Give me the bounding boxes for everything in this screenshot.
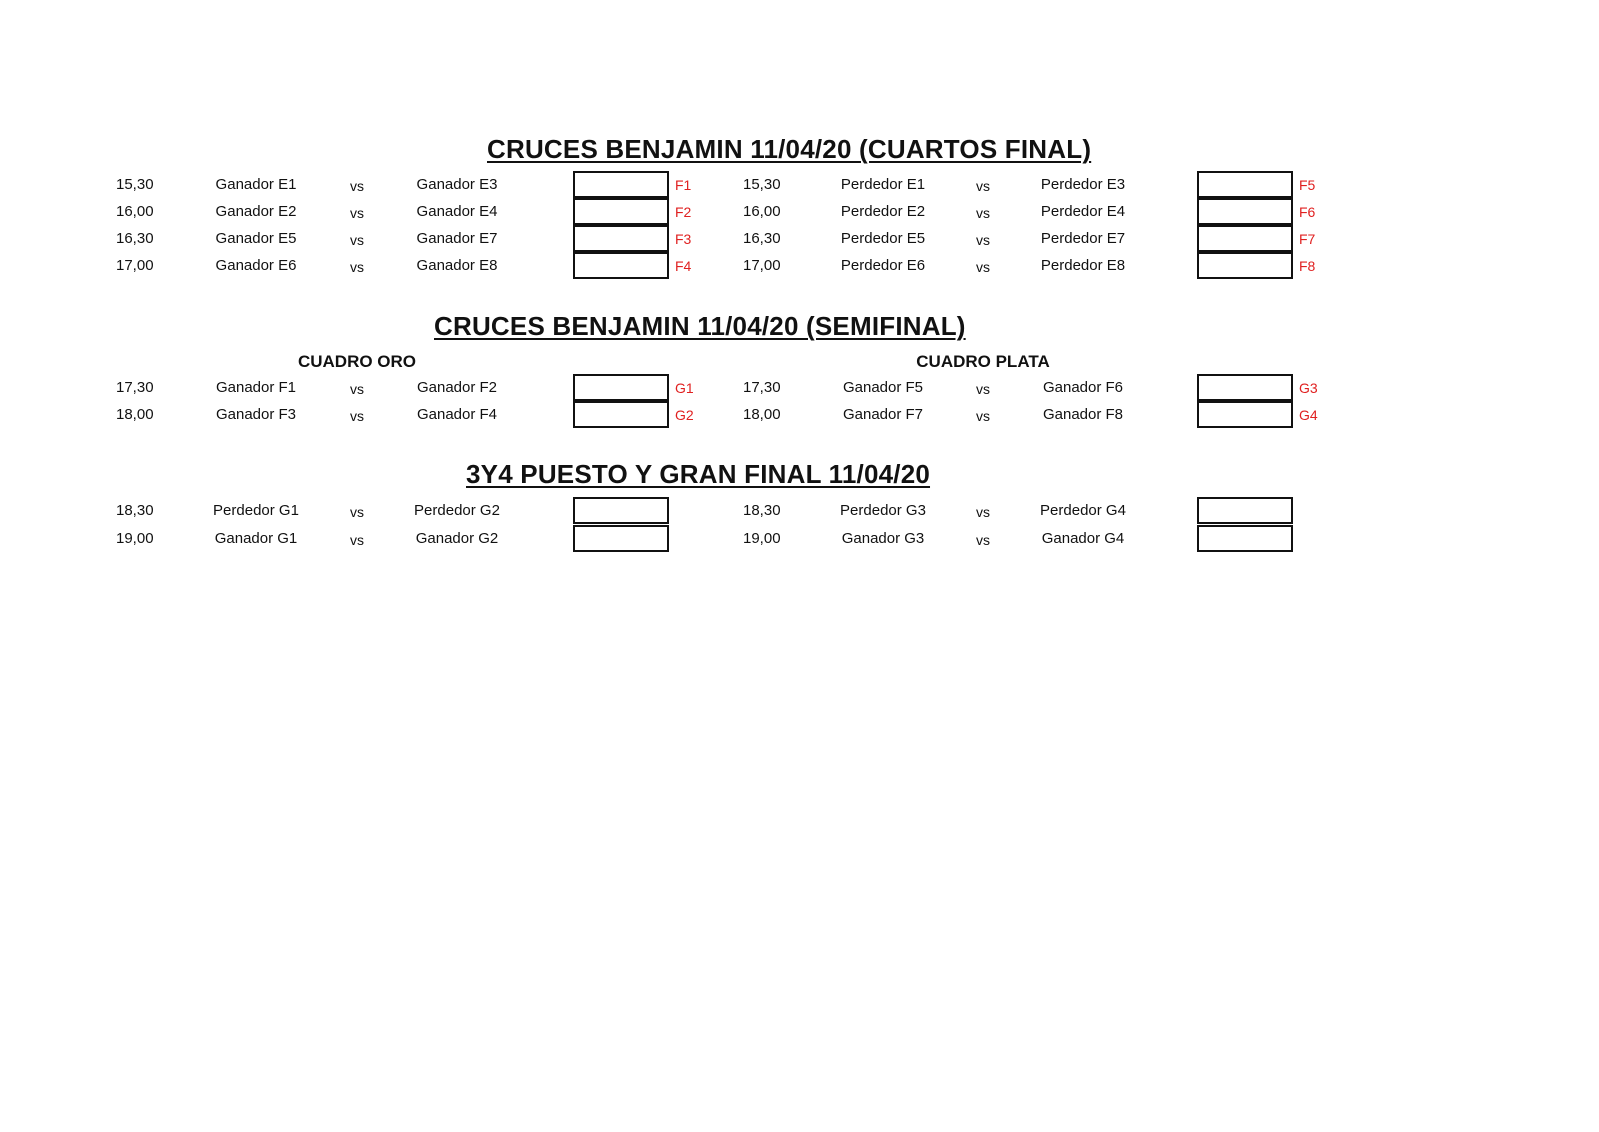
match-code: F8	[1299, 258, 1316, 274]
match-time: 18,30	[743, 502, 781, 519]
match-code: F4	[675, 258, 692, 274]
score-box[interactable]	[1197, 497, 1293, 524]
match-code: F3	[675, 231, 692, 247]
match-time: 18,30	[116, 502, 154, 519]
match-row	[0, 525, 1599, 552]
team-away: Ganador E4	[416, 203, 498, 220]
match-time: 18,00	[743, 406, 781, 423]
vs-label: vs	[350, 408, 364, 424]
match-time: 15,30	[116, 176, 154, 193]
team-home: Perdedor E6	[840, 257, 926, 274]
team-away: Ganador F6	[1042, 379, 1124, 396]
vs-label: vs	[350, 504, 364, 520]
match-time: 19,00	[116, 530, 154, 547]
score-box[interactable]	[1197, 252, 1293, 279]
match-row	[0, 198, 1599, 225]
team-home: Ganador E2	[215, 203, 297, 220]
match-time: 18,00	[116, 406, 154, 423]
team-home: Perdedor E1	[840, 176, 926, 193]
match-code: F5	[1299, 177, 1316, 193]
section-title-cuartos: CRUCES BENJAMIN 11/04/20 (CUARTOS FINAL)	[487, 134, 1092, 164]
vs-label: vs	[976, 259, 990, 275]
vs-label: vs	[350, 381, 364, 397]
team-home: Perdedor E5	[840, 230, 926, 247]
match-code: G3	[1299, 380, 1318, 396]
score-box[interactable]	[1197, 525, 1293, 552]
match-code: G4	[1299, 407, 1318, 423]
score-box[interactable]	[1197, 374, 1293, 401]
score-box[interactable]	[573, 198, 669, 225]
match-time: 16,00	[116, 203, 154, 220]
match-time: 16,00	[743, 203, 781, 220]
score-box[interactable]	[573, 525, 669, 552]
team-home: Ganador F7	[842, 406, 924, 423]
team-away: Perdedor G4	[1040, 502, 1126, 519]
score-box[interactable]	[573, 497, 669, 524]
team-home: Ganador E1	[215, 176, 297, 193]
team-away: Perdedor E7	[1040, 230, 1126, 247]
team-home: Perdedor E2	[840, 203, 926, 220]
score-box[interactable]	[1197, 225, 1293, 252]
section-title-semifinal: CRUCES BENJAMIN 11/04/20 (SEMIFINAL)	[434, 311, 966, 341]
match-row	[0, 497, 1599, 524]
match-row	[0, 171, 1599, 198]
match-time: 17,00	[743, 257, 781, 274]
vs-label: vs	[976, 232, 990, 248]
team-home: Ganador F5	[842, 379, 924, 396]
team-away: Ganador G4	[1041, 530, 1125, 547]
team-home: Ganador E5	[215, 230, 297, 247]
vs-label: vs	[350, 232, 364, 248]
score-box[interactable]	[573, 374, 669, 401]
vs-label: vs	[976, 504, 990, 520]
match-code: F2	[675, 204, 692, 220]
vs-label: vs	[976, 381, 990, 397]
section-title-final: 3Y4 PUESTO Y GRAN FINAL 11/04/20	[466, 459, 931, 489]
vs-label: vs	[350, 178, 364, 194]
team-home: Ganador E6	[215, 257, 297, 274]
team-away: Perdedor E8	[1040, 257, 1126, 274]
team-away: Perdedor G2	[414, 502, 500, 519]
team-home: Perdedor G3	[840, 502, 926, 519]
score-box[interactable]	[573, 252, 669, 279]
score-box[interactable]	[1197, 401, 1293, 428]
score-box[interactable]	[573, 171, 669, 198]
score-box[interactable]	[1197, 198, 1293, 225]
vs-label: vs	[976, 408, 990, 424]
match-code: G2	[675, 407, 694, 423]
vs-label: vs	[350, 532, 364, 548]
match-time: 19,00	[743, 530, 781, 547]
team-home: Ganador G1	[214, 530, 298, 547]
team-away: Perdedor E4	[1040, 203, 1126, 220]
team-away: Ganador F8	[1042, 406, 1124, 423]
match-time: 15,30	[743, 176, 781, 193]
team-home: Ganador G3	[841, 530, 925, 547]
team-away: Ganador E8	[416, 257, 498, 274]
cuadro-plata-heading: CUADRO PLATA	[916, 352, 1050, 371]
team-away: Ganador F2	[416, 379, 498, 396]
match-time: 17,30	[743, 379, 781, 396]
vs-label: vs	[976, 205, 990, 221]
team-away: Ganador E7	[416, 230, 498, 247]
match-row	[0, 401, 1599, 428]
match-row	[0, 225, 1599, 252]
team-home: Perdedor G1	[213, 502, 299, 519]
match-time: 16,30	[116, 230, 154, 247]
score-box[interactable]	[1197, 171, 1293, 198]
team-away: Ganador F4	[416, 406, 498, 423]
match-time: 16,30	[743, 230, 781, 247]
match-code: F1	[675, 177, 692, 193]
match-row	[0, 252, 1599, 279]
score-box[interactable]	[573, 401, 669, 428]
match-row	[0, 374, 1599, 401]
vs-label: vs	[350, 259, 364, 275]
match-code: G1	[675, 380, 694, 396]
vs-label: vs	[350, 205, 364, 221]
match-code: F6	[1299, 204, 1316, 220]
team-home: Ganador F1	[215, 379, 297, 396]
match-time: 17,30	[116, 379, 154, 396]
vs-label: vs	[976, 178, 990, 194]
match-time: 17,00	[116, 257, 154, 274]
team-away: Ganador E3	[416, 176, 498, 193]
vs-label: vs	[976, 532, 990, 548]
team-home: Ganador F3	[215, 406, 297, 423]
cuadro-oro-heading: CUADRO ORO	[297, 352, 417, 371]
score-box[interactable]	[573, 225, 669, 252]
team-away: Perdedor E3	[1040, 176, 1126, 193]
match-code: F7	[1299, 231, 1316, 247]
team-away: Ganador G2	[415, 530, 499, 547]
